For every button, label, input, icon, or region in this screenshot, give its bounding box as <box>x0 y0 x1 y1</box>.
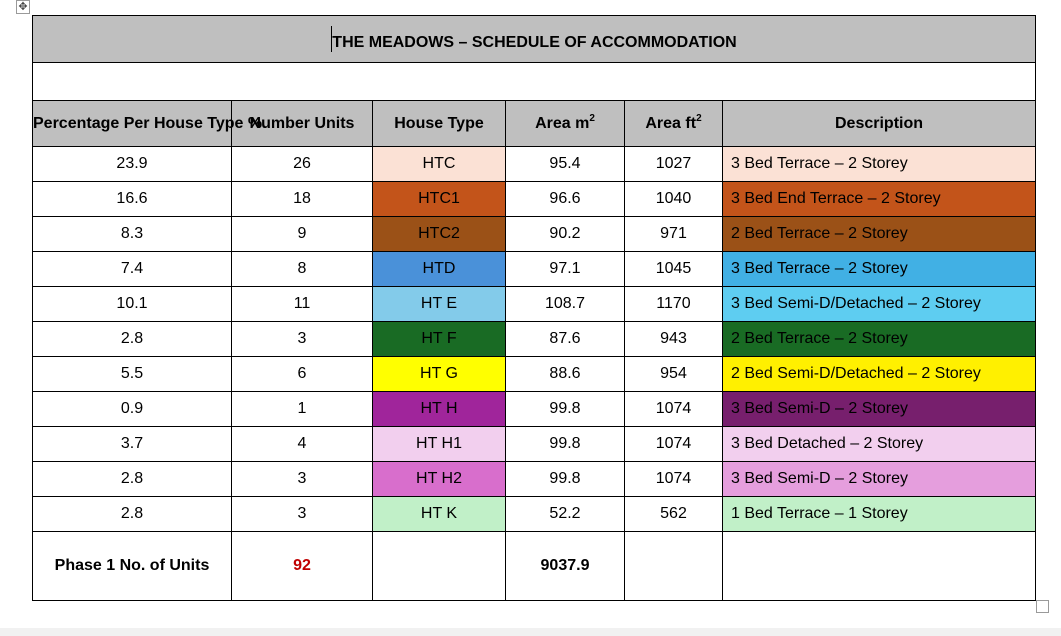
table-row <box>33 427 1036 462</box>
percentage-cell[interactable]: 3.7 <box>33 427 232 462</box>
header-units[interactable]: Number Units <box>232 101 373 147</box>
area-ft2-cell[interactable]: 1074 <box>625 462 723 497</box>
house-type-cell[interactable]: HTC2 <box>373 217 506 252</box>
description-cell[interactable]: 3 Bed Detached – 2 Storey <box>723 427 1036 462</box>
area-ft2-cell[interactable]: 1045 <box>625 252 723 287</box>
percentage-cell[interactable]: 0.9 <box>33 392 232 427</box>
totals-house-type-cell[interactable] <box>373 532 506 601</box>
units-cell[interactable]: 11 <box>232 287 373 322</box>
percentage-cell[interactable]: 2.8 <box>33 497 232 532</box>
area-m2-cell[interactable]: 87.6 <box>506 322 625 357</box>
blank-cell[interactable] <box>33 63 1036 101</box>
description-cell[interactable]: 2 Bed Terrace – 2 Storey <box>723 217 1036 252</box>
units-cell[interactable]: 1 <box>232 392 373 427</box>
area-ft2-cell[interactable]: 1074 <box>625 427 723 462</box>
units-cell[interactable]: 3 <box>232 497 373 532</box>
table-row <box>33 252 1036 287</box>
table-row <box>33 462 1036 497</box>
area-m2-cell[interactable]: 95.4 <box>506 147 625 182</box>
table-move-handle-icon[interactable]: ✥ <box>16 0 30 14</box>
house-type-cell[interactable]: HT F <box>373 322 506 357</box>
totals-row <box>33 532 1036 601</box>
description-cell[interactable]: 3 Bed Semi-D/Detached – 2 Storey <box>723 287 1036 322</box>
description-cell[interactable]: 3 Bed End Terrace – 2 Storey <box>723 182 1036 217</box>
percentage-cell[interactable]: 16.6 <box>33 182 232 217</box>
description-cell[interactable]: 1 Bed Terrace – 1 Storey <box>723 497 1036 532</box>
page-bottom-edge <box>0 628 1061 636</box>
area-ft2-cell[interactable]: 971 <box>625 217 723 252</box>
units-cell[interactable]: 6 <box>232 357 373 392</box>
units-cell[interactable]: 3 <box>232 462 373 497</box>
house-type-cell[interactable]: HT H2 <box>373 462 506 497</box>
totals-units-cell[interactable]: 92 <box>232 532 373 601</box>
house-type-cell[interactable]: HT G <box>373 357 506 392</box>
area-ft2-cell[interactable]: 1027 <box>625 147 723 182</box>
area-m2-cell[interactable]: 99.8 <box>506 392 625 427</box>
table-row <box>33 287 1036 322</box>
area-ft2-cell[interactable]: 1040 <box>625 182 723 217</box>
area-ft2-cell[interactable]: 1170 <box>625 287 723 322</box>
title-row <box>33 16 1036 63</box>
percentage-cell[interactable]: 7.4 <box>33 252 232 287</box>
units-cell[interactable]: 3 <box>232 322 373 357</box>
house-type-cell[interactable]: HTC <box>373 147 506 182</box>
table-title: THE MEADOWS – SCHEDULE OF ACCOMMODATION <box>332 34 737 51</box>
totals-area-ft2-cell[interactable] <box>625 532 723 601</box>
units-cell[interactable]: 18 <box>232 182 373 217</box>
units-cell[interactable]: 8 <box>232 252 373 287</box>
header-row <box>33 101 1036 147</box>
house-type-cell[interactable]: HT H <box>373 392 506 427</box>
description-cell[interactable]: 3 Bed Semi-D – 2 Storey <box>723 462 1036 497</box>
area-ft2-cell[interactable]: 943 <box>625 322 723 357</box>
area-m2-cell[interactable]: 88.6 <box>506 357 625 392</box>
header-house-type[interactable]: House Type <box>373 101 506 147</box>
totals-description-cell[interactable] <box>723 532 1036 601</box>
units-cell[interactable]: 9 <box>232 217 373 252</box>
percentage-cell[interactable]: 5.5 <box>33 357 232 392</box>
table-row <box>33 322 1036 357</box>
area-m2-cell[interactable]: 99.8 <box>506 427 625 462</box>
header-area-ft2[interactable]: Area $ft^2$ <box>625 101 723 147</box>
table-row <box>33 392 1036 427</box>
area-m2-cell[interactable]: 96.6 <box>506 182 625 217</box>
table-title-cell[interactable] <box>33 16 1036 63</box>
house-type-cell[interactable]: HT E <box>373 287 506 322</box>
house-type-cell[interactable]: HT H1 <box>373 427 506 462</box>
house-type-cell[interactable]: HTD <box>373 252 506 287</box>
house-type-cell[interactable]: HT K <box>373 497 506 532</box>
header-description[interactable]: Description <box>723 101 1036 147</box>
percentage-cell[interactable]: 8.3 <box>33 217 232 252</box>
schedule-table <box>32 15 1036 601</box>
table-row <box>33 497 1036 532</box>
table-resize-handle-icon[interactable] <box>1036 600 1049 613</box>
percentage-cell[interactable]: 10.1 <box>33 287 232 322</box>
area-ft2-cell[interactable]: 954 <box>625 357 723 392</box>
header-area-m2[interactable]: Area $m^2$ <box>506 101 625 147</box>
units-cell[interactable]: 26 <box>232 147 373 182</box>
description-cell[interactable]: 2 Bed Terrace – 2 Storey <box>723 322 1036 357</box>
area-m2-cell[interactable]: 52.2 <box>506 497 625 532</box>
description-cell[interactable]: 3 Bed Semi-D – 2 Storey <box>723 392 1036 427</box>
house-type-cell[interactable]: HTC1 <box>373 182 506 217</box>
area-m2-cell[interactable]: 90.2 <box>506 217 625 252</box>
percentage-cell[interactable]: 2.8 <box>33 322 232 357</box>
header-percentage[interactable]: Percentage Per House Type % <box>33 101 232 147</box>
table-row <box>33 217 1036 252</box>
area-m2-cell[interactable]: 97.1 <box>506 252 625 287</box>
units-cell[interactable]: 4 <box>232 427 373 462</box>
table-row <box>33 147 1036 182</box>
table-row <box>33 357 1036 392</box>
percentage-cell[interactable]: 23.9 <box>33 147 232 182</box>
area-ft2-cell[interactable]: 562 <box>625 497 723 532</box>
area-ft2-cell[interactable]: 1074 <box>625 392 723 427</box>
description-cell[interactable]: 3 Bed Terrace – 2 Storey <box>723 147 1036 182</box>
percentage-cell[interactable]: 2.8 <box>33 462 232 497</box>
blank-row <box>33 63 1036 101</box>
totals-area-m2-cell[interactable]: 9037.9 <box>506 532 625 601</box>
totals-label-cell[interactable]: Phase 1 No. of Units <box>33 532 232 601</box>
area-m2-cell[interactable]: 108.7 <box>506 287 625 322</box>
description-cell[interactable]: 3 Bed Terrace – 2 Storey <box>723 252 1036 287</box>
table-row <box>33 182 1036 217</box>
area-m2-cell[interactable]: 99.8 <box>506 462 625 497</box>
description-cell[interactable]: 2 Bed Semi-D/Detached – 2 Storey <box>723 357 1036 392</box>
